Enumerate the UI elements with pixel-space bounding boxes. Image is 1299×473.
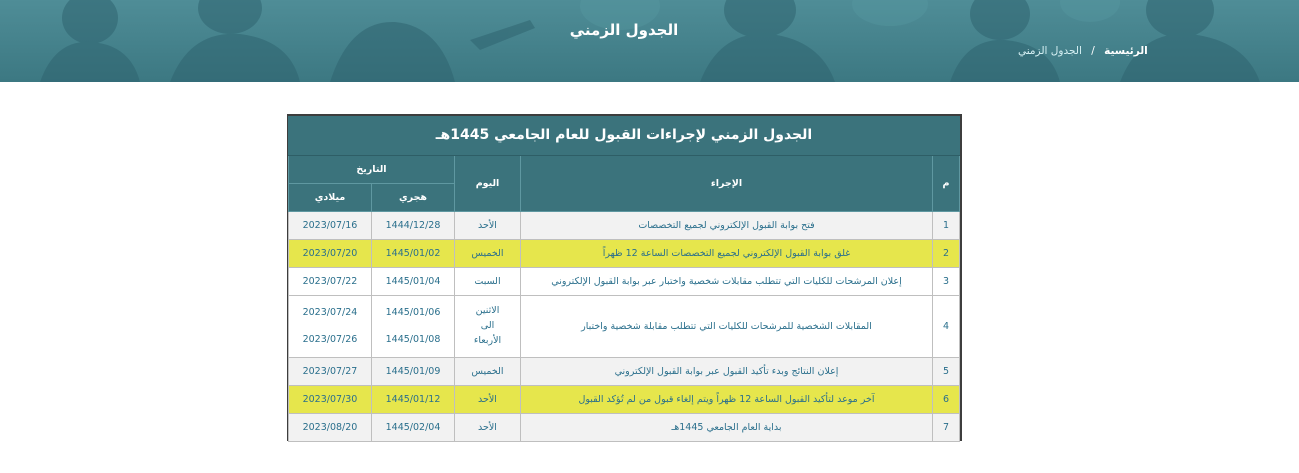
row-day: الأحد	[455, 211, 521, 239]
row-procedure: آخر موعد لتأكيد القبول الساعة 12 ظهراً ويتم إلغاء قبول من لم تُؤكد القبول	[521, 385, 933, 413]
page-banner	[0, 0, 1299, 82]
row-hijri-start: 1445/01/06	[385, 307, 441, 318]
table-row	[288, 239, 959, 267]
row-num: 1	[933, 211, 960, 239]
page-title: الجدول الزمني	[569, 21, 679, 39]
row-hijri: 1445/01/04	[372, 267, 455, 295]
header-procedure: الإجراء	[521, 155, 933, 211]
row-day: الخميس	[455, 357, 521, 385]
table-row	[288, 267, 959, 295]
table-row	[288, 357, 959, 385]
row-num: 5	[933, 357, 960, 385]
row-num: 4	[933, 295, 960, 357]
row-gregorian: 2023/07/16	[288, 211, 371, 239]
row-day: الأحد	[455, 385, 521, 413]
row-hijri: 1445/01/09	[372, 357, 455, 385]
row-gregorian-range	[288, 295, 371, 357]
header-date: التاريخ	[288, 155, 454, 183]
row-gregorian: 2023/07/27	[288, 357, 371, 385]
table-row	[288, 413, 959, 441]
breadcrumb	[1018, 45, 1148, 57]
header-num: م	[933, 155, 960, 211]
row-hijri-range	[372, 295, 455, 357]
breadcrumb-current: الجدول الزمني	[1018, 45, 1082, 57]
row-procedure: إعلان المرشحات للكليات التي تتطلب مقابلات شخصية واختبار عبر بوابة القبول الإلكتروني	[521, 267, 933, 295]
table-caption: الجدول الزمني لإجراءات القبول للعام الجامعي 1445هـ	[288, 116, 959, 155]
row-day: السبت	[455, 267, 521, 295]
row-num: 3	[933, 267, 960, 295]
table-row	[288, 295, 959, 357]
row-hijri: 1445/02/04	[372, 413, 455, 441]
row-day-join: الى	[480, 320, 495, 332]
header-gregorian: ميلادي	[288, 183, 371, 211]
banner-silhouettes-decoration	[0, 0, 1299, 82]
row-day: الخميس	[455, 239, 521, 267]
schedule-table-container	[287, 114, 962, 441]
row-procedure: فتح بوابة القبول الإلكتروني لجميع التخصصات	[521, 211, 933, 239]
row-gregorian: 2023/07/22	[288, 267, 371, 295]
breadcrumb-separator: /	[1091, 45, 1095, 57]
row-day-end: الأربعاء	[473, 335, 502, 347]
row-gregorian: 2023/07/30	[288, 385, 371, 413]
row-num: 7	[933, 413, 960, 441]
table-row	[288, 211, 959, 239]
row-procedure: المقابلات الشخصية للمرشحات للكليات التي تتطلب مقابلة شخصية واختبار	[521, 295, 933, 357]
header-hijri: هجري	[372, 183, 455, 211]
row-day-range	[455, 295, 521, 357]
schedule-table	[288, 116, 960, 442]
row-gregorian-start: 2023/07/24	[302, 307, 358, 318]
row-hijri: 1445/01/12	[372, 385, 455, 413]
row-hijri-end: 1445/01/08	[385, 334, 441, 345]
table-row	[288, 385, 959, 413]
row-day-start: الاثنين	[475, 305, 500, 316]
row-gregorian-end: 2023/07/26	[302, 334, 358, 345]
breadcrumb-home-link[interactable]: الرئيسية	[1104, 45, 1148, 57]
row-gregorian: 2023/08/20	[288, 413, 371, 441]
row-procedure: غلق بوابة القبول الإلكتروني لجميع التخصصات الساعة 12 ظهراً	[521, 239, 933, 267]
header-day: اليوم	[455, 155, 521, 211]
row-gregorian: 2023/07/20	[288, 239, 371, 267]
row-procedure: بداية العام الجامعي 1445هـ	[521, 413, 933, 441]
row-hijri: 1444/12/28	[372, 211, 455, 239]
row-num: 2	[933, 239, 960, 267]
row-num: 6	[933, 385, 960, 413]
row-procedure: إعلان النتائج وبدء تأكيد القبول عبر بوابة القبول الإلكتروني	[521, 357, 933, 385]
row-hijri: 1445/01/02	[372, 239, 455, 267]
row-day: الأحد	[455, 413, 521, 441]
